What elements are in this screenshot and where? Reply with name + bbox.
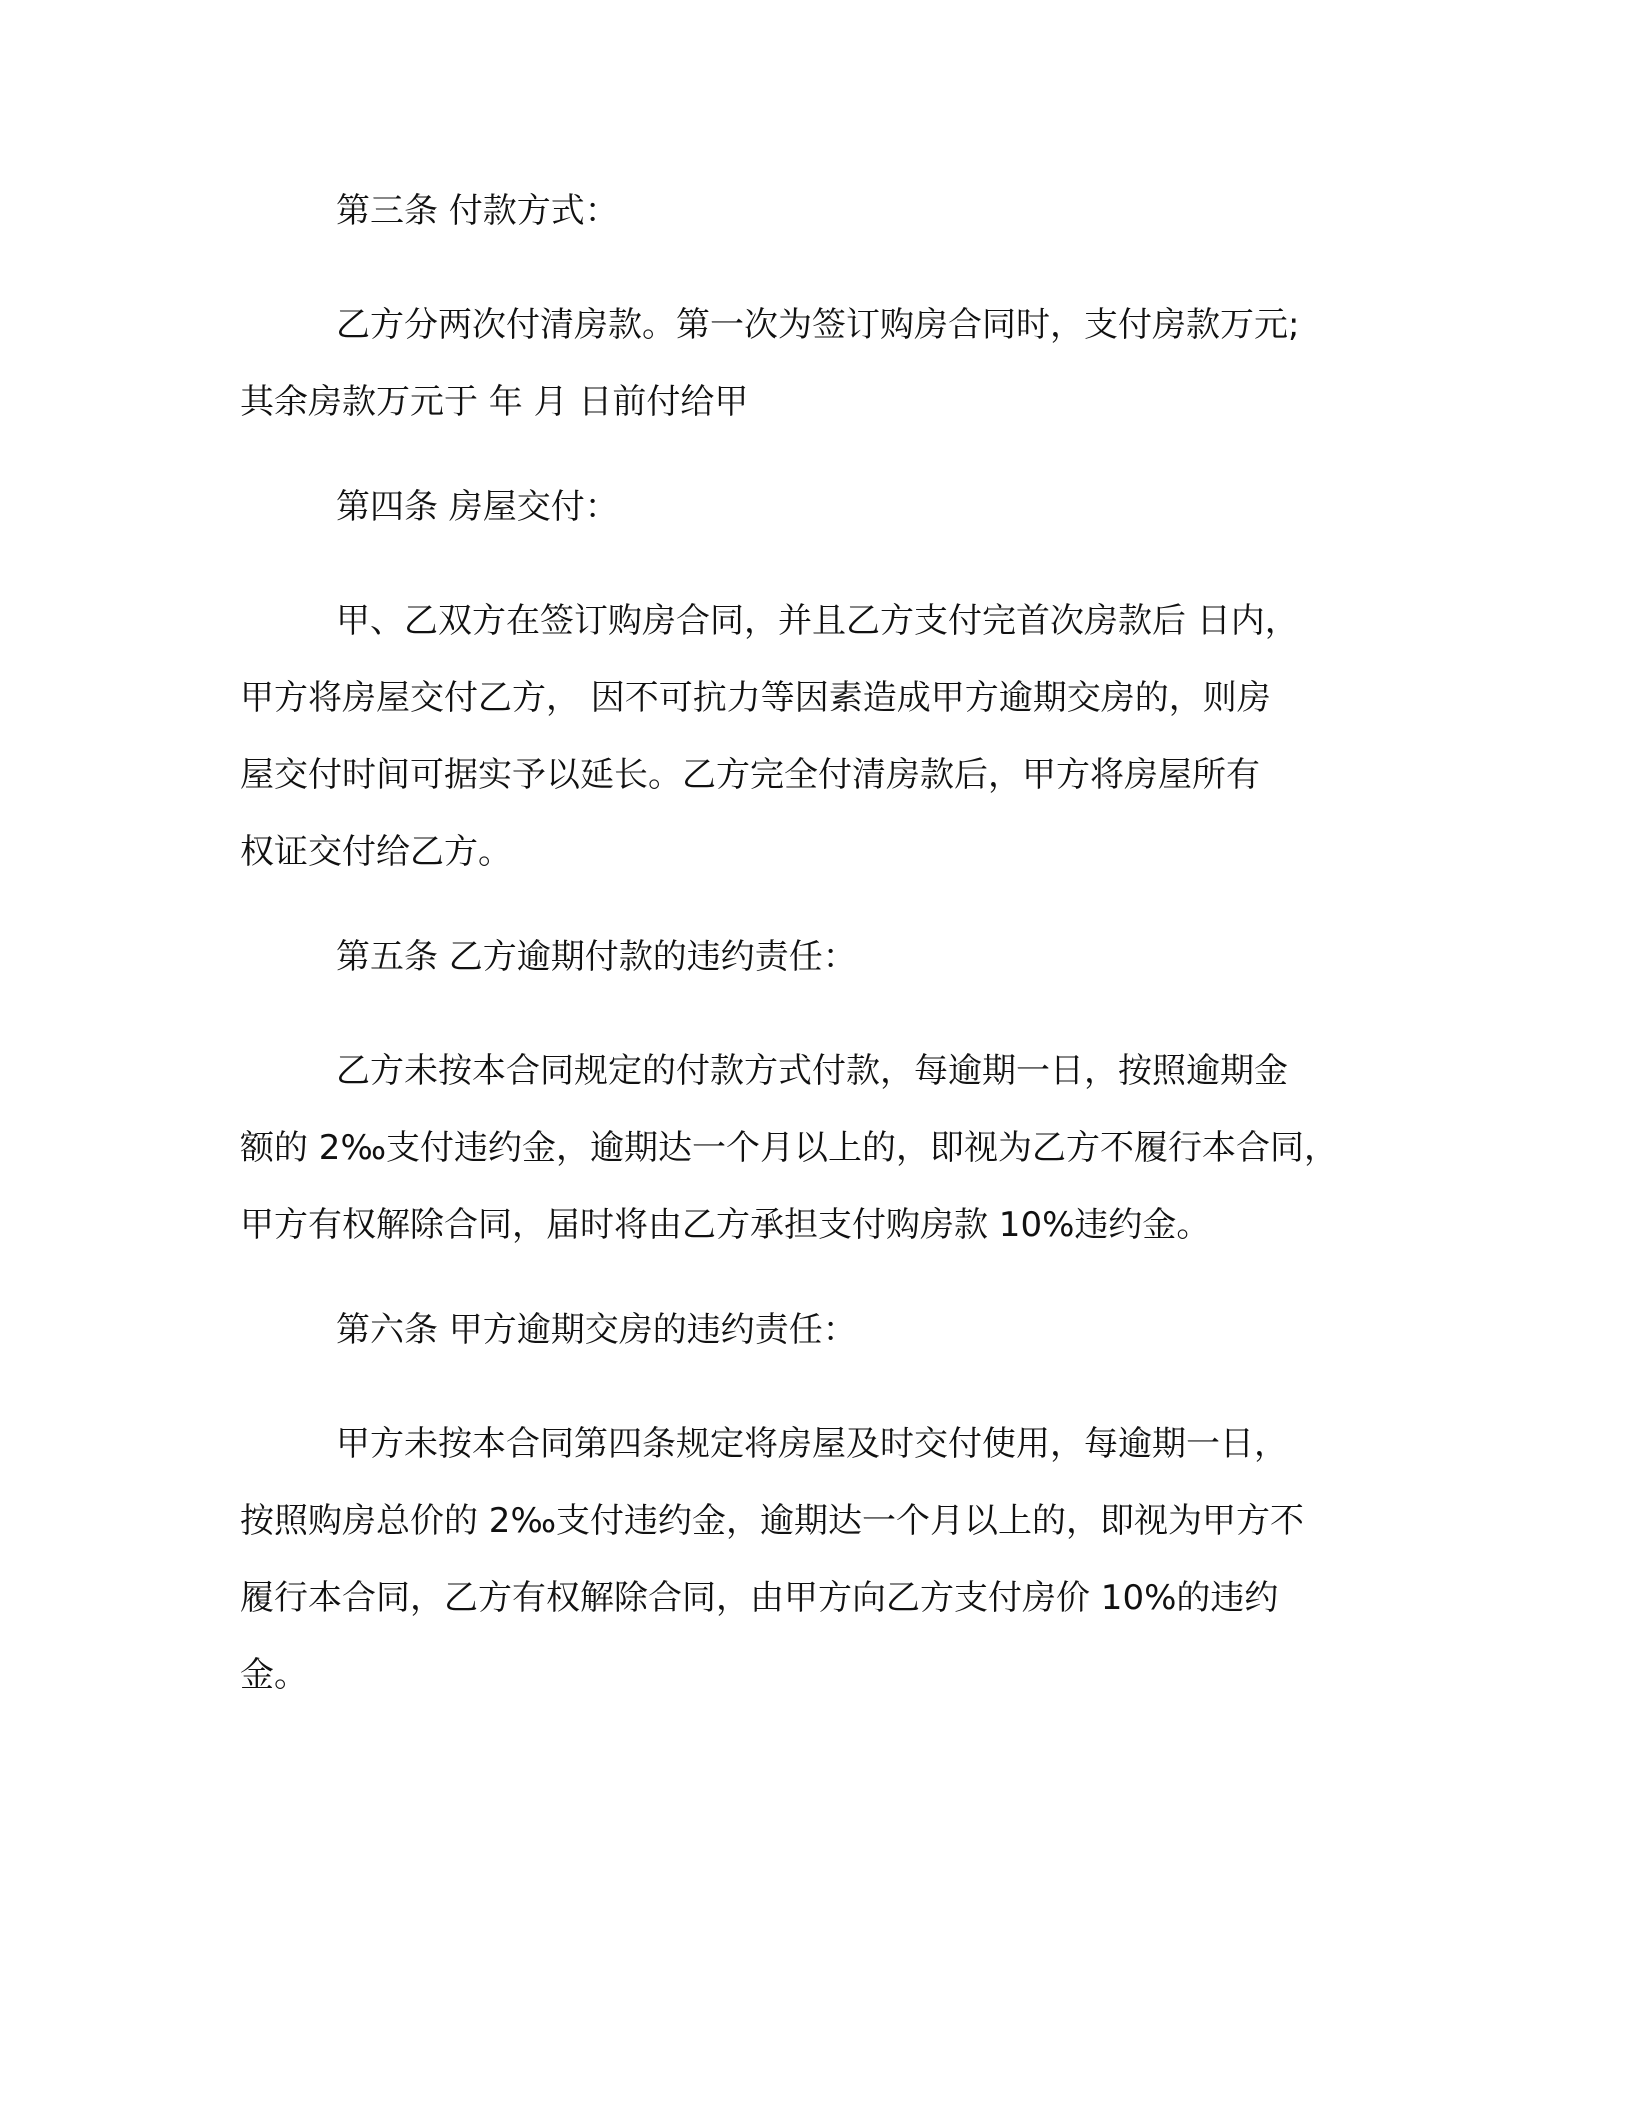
paragraph-line: 甲、乙双方在签订购房合同，并且乙方支付完首次房款后 日内， [336,601,1299,641]
document-body [240,185,1420,1714]
section-3-paragraph [240,287,1420,441]
paragraph-line: 甲方未按本合同第四条规定将房屋及时交付使用，每逾期一日， [336,1424,1288,1464]
section-5-paragraph [240,1033,1420,1264]
section-4-heading: 第四条 房屋交付： [336,487,619,527]
paragraph-line: 甲方将房屋交付乙方， 因不可抗力等因素造成甲方逾期交房的，则房 [240,678,1271,718]
section-4-paragraph [240,583,1420,891]
section-6-heading: 第六条 甲方逾期交房的违约责任： [336,1310,857,1350]
paragraph-line: 其余房款万元于 年 月 日前付给甲 [240,382,749,422]
paragraph-line: 权证交付给乙方。 [240,832,512,872]
section-3-heading: 第三条 付款方式： [336,191,619,231]
section-5-heading: 第五条 乙方逾期付款的违约责任： [336,937,857,977]
paragraph-line: 屋交付时间可据实予以延长。乙方完全付清房款后，甲方将房屋所有 [240,755,1260,795]
paragraph-line: 金。 [240,1655,308,1695]
paragraph-line: 按照购房总价的 2‰支付违约金，逾期达一个月以上的，即视为甲方不 [240,1501,1305,1541]
section-6-paragraph [240,1406,1420,1714]
paragraph-line: 乙方分两次付清房款。第一次为签订购房合同时，支付房款万元; [336,305,1300,345]
paragraph-line: 额的 2‰支付违约金，逾期达一个月以上的，即视为乙方不履行本合同， [240,1128,1339,1168]
paragraph-line: 乙方未按本合同规定的付款方式付款，每逾期一日，按照逾期金 [336,1051,1288,1091]
paragraph-line: 甲方有权解除合同，届时将由乙方承担支付购房款 10%违约金。 [240,1205,1211,1245]
paragraph-line: 履行本合同，乙方有权解除合同，由甲方向乙方支付房价 10%的违约 [240,1578,1279,1618]
